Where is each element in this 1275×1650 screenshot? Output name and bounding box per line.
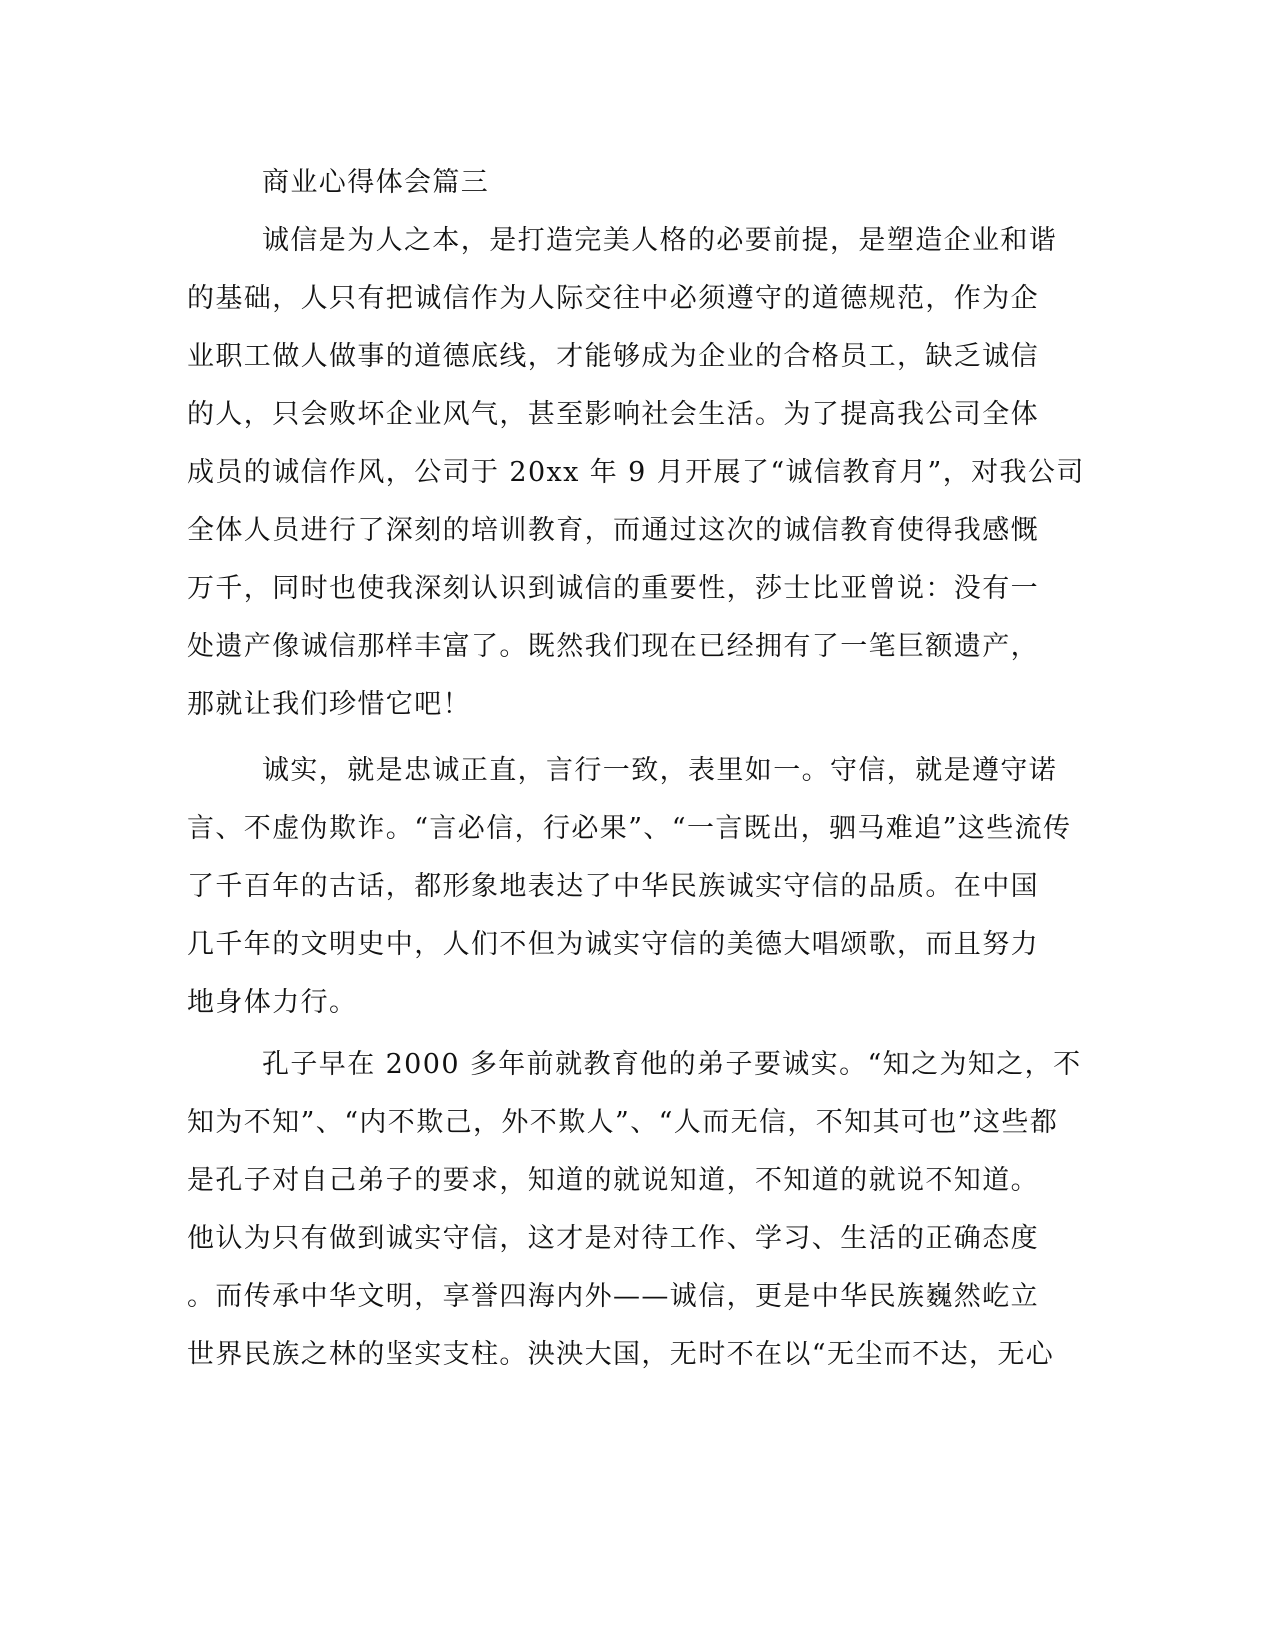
paragraph-2-line-2: 言、不虚伪欺诈。“言必信，行必果”、“一言既出，驷马难追”这些流传 [187, 813, 1072, 844]
paragraph-1-line-1: 诚信是为人之本，是打造完美人格的必要前提，是塑造企业和谐 [262, 225, 1058, 256]
document-title: 商业心得体会篇三 [262, 167, 490, 198]
paragraph-3-line-3: 是孔子对自己弟子的要求，知道的就说知道，不知道的就说不知道。 [187, 1165, 1039, 1196]
paragraph-3-line-6: 世界民族之林的坚实支柱。泱泱大国，无时不在以“无尘而不达，无心 [187, 1339, 1055, 1370]
paragraph-1-line-7: 万千，同时也使我深刻认识到诚信的重要性，莎士比亚曾说：没有一 [187, 573, 1039, 604]
paragraph-3-line-4: 他认为只有做到诚实守信，这才是对待工作、学习、生活的正确态度 [187, 1223, 1039, 1254]
paragraph-1-line-3: 业职工做人做事的道德底线，才能够成为企业的合格员工，缺乏诚信 [187, 341, 1039, 372]
paragraph-3-line-5: 。而传承中华文明，享誉四海内外——诚信，更是中华民族巍然屹立 [187, 1281, 1039, 1312]
paragraph-2-line-4: 几千年的文明史中，人们不但为诚实守信的美德大唱颂歌，而且努力 [187, 929, 1039, 960]
paragraph-1-line-6: 全体人员进行了深刻的培训教育，而通过这次的诚信教育使得我感慨 [187, 515, 1039, 546]
paragraph-3-line-2: 知为不知”、“内不欺己，外不欺人”、“人而无信，不知其可也”这些都 [187, 1107, 1059, 1138]
paragraph-2-line-5: 地身体力行。 [187, 987, 358, 1018]
paragraph-1-line-9: 那就让我们珍惜它吧！ [187, 689, 471, 720]
paragraph-1-line-8: 处遗产像诚信那样丰富了。既然我们现在已经拥有了一笔巨额遗产， [187, 631, 1039, 662]
paragraph-2-line-1: 诚实，就是忠诚正直，言行一致，表里如一。守信，就是遵守诺 [262, 755, 1058, 786]
paragraph-1-line-2: 的基础，人只有把诚信作为人际交往中必须遵守的道德规范，作为企 [187, 283, 1039, 314]
paragraph-1-line-4: 的人，只会败坏企业风气，甚至影响社会生活。为了提高我公司全体 [187, 399, 1039, 430]
paragraph-2-line-3: 了千百年的古话，都形象地表达了中华民族诚实守信的品质。在中国 [187, 871, 1039, 902]
paragraph-1-line-5: 成员的诚信作风，公司于 20xx 年 9 月开展了“诚信教育月”，对我公司 [187, 457, 1085, 488]
paragraph-3-line-1: 孔子早在 2000 多年前就教育他的弟子要诚实。“知之为知之，不 [262, 1049, 1082, 1080]
